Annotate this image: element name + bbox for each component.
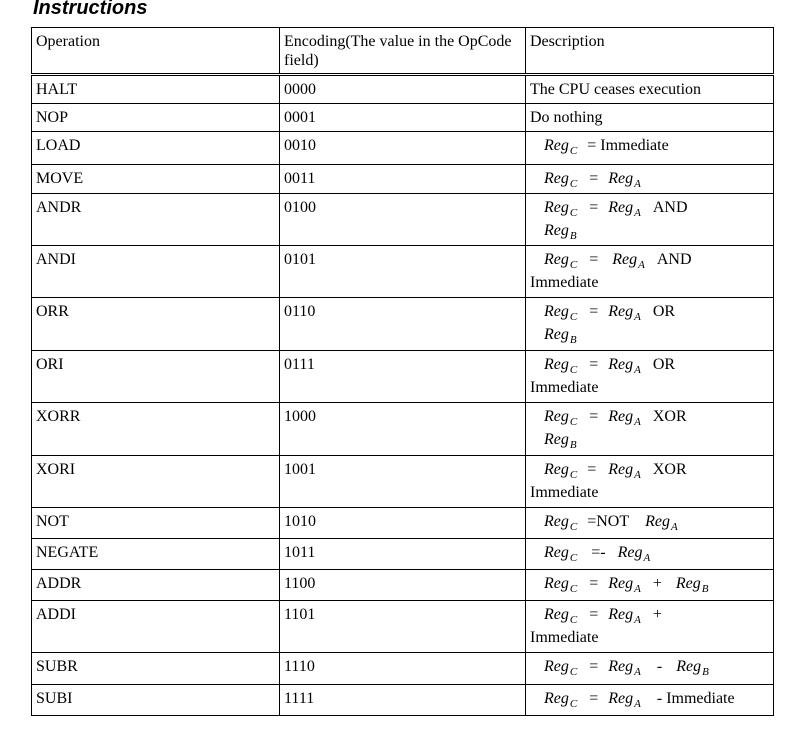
code-cell: 1100 bbox=[280, 570, 526, 601]
table-row bbox=[32, 508, 774, 539]
desc-cell: The CPU ceases execution bbox=[526, 75, 774, 104]
op-cell: LOAD bbox=[32, 132, 280, 165]
table-row bbox=[32, 132, 774, 165]
code-cell: 1101 bbox=[280, 601, 526, 653]
code-cell: 0010 bbox=[280, 132, 526, 165]
op-cell: ORI bbox=[32, 351, 280, 403]
table-row bbox=[32, 539, 774, 570]
table-row bbox=[32, 104, 774, 132]
desc-cell: Do nothing bbox=[526, 104, 774, 132]
code-cell: 0011 bbox=[280, 165, 526, 194]
desc-cell: Reg$_C$ = Reg$_A$ XOR Reg$_B$ bbox=[526, 403, 774, 456]
desc-cell: Reg$_C$ =- Reg$_A$ bbox=[526, 539, 774, 570]
header-description: Description bbox=[526, 28, 774, 75]
desc-cell: Reg$_C$ = Immediate bbox=[526, 132, 774, 165]
table-row bbox=[32, 75, 774, 104]
section-title: Instructions bbox=[33, 0, 148, 19]
table-row bbox=[32, 194, 774, 246]
op-cell: ADDR bbox=[32, 570, 280, 601]
table-row bbox=[32, 601, 774, 653]
desc-cell: Reg$_C$ = Reg$_A$ - Reg$_B$ bbox=[526, 653, 774, 685]
op-cell: MOVE bbox=[32, 165, 280, 194]
code-cell: 0100 bbox=[280, 194, 526, 246]
op-cell: ANDI bbox=[32, 246, 280, 298]
desc-cell: Reg$_C$ = Reg$_A$ AND Reg$_B$ bbox=[526, 194, 774, 246]
table-row bbox=[32, 351, 774, 403]
table-row bbox=[32, 653, 774, 685]
code-cell: 1110 bbox=[280, 653, 526, 685]
table-row bbox=[32, 165, 774, 194]
desc-cell: Reg$_C$ = Reg$_A$ OR Reg$_B$ bbox=[526, 298, 774, 351]
code-cell: 1111 bbox=[280, 685, 526, 716]
instructions-table bbox=[31, 27, 774, 716]
code-cell: 1001 bbox=[280, 456, 526, 508]
op-cell: XORI bbox=[32, 456, 280, 508]
op-cell: ANDR bbox=[32, 194, 280, 246]
desc-cell: Reg$_C$ = Reg$_A$ bbox=[526, 165, 774, 194]
desc-cell: Reg$_C$ = Reg$_A$ + Immediate bbox=[526, 601, 774, 653]
op-cell: NOT bbox=[32, 508, 280, 539]
desc-cell: Reg$_C$ = Reg$_A$ AND Immediate bbox=[526, 246, 774, 298]
table-row bbox=[32, 403, 774, 456]
header-operation: Operation bbox=[32, 28, 280, 75]
op-cell: NOP bbox=[32, 104, 280, 132]
op-cell: SUBR bbox=[32, 653, 280, 685]
code-cell: 0110 bbox=[280, 298, 526, 351]
desc-cell: Reg$_C$ = Reg$_A$ - Immediate bbox=[526, 685, 774, 716]
code-cell: 1000 bbox=[280, 403, 526, 456]
op-cell: NEGATE bbox=[32, 539, 280, 570]
op-cell: ORR bbox=[32, 298, 280, 351]
table-header-row bbox=[32, 28, 774, 75]
code-cell: 0111 bbox=[280, 351, 526, 403]
code-cell: 0000 bbox=[280, 75, 526, 104]
op-cell: SUBI bbox=[32, 685, 280, 716]
desc-cell: Reg$_C$ = Reg$_A$ + Reg$_B$ bbox=[526, 570, 774, 601]
code-cell: 0001 bbox=[280, 104, 526, 132]
op-cell: XORR bbox=[32, 403, 280, 456]
desc-cell: Reg$_C$ =NOT Reg$_A$ bbox=[526, 508, 774, 539]
table-row bbox=[32, 298, 774, 351]
table-row bbox=[32, 570, 774, 601]
code-cell: 1010 bbox=[280, 508, 526, 539]
op-cell: ADDI bbox=[32, 601, 280, 653]
header-encoding: Encoding(The value in the OpCode field) bbox=[280, 28, 526, 75]
code-cell: 1011 bbox=[280, 539, 526, 570]
desc-cell: Reg$_C$ = Reg$_A$ OR Immediate bbox=[526, 351, 774, 403]
table-row bbox=[32, 685, 774, 716]
desc-cell: Reg$_C$ = Reg$_A$ XOR Immediate bbox=[526, 456, 774, 508]
table-row bbox=[32, 246, 774, 298]
code-cell: 0101 bbox=[280, 246, 526, 298]
op-cell: HALT bbox=[32, 75, 280, 104]
table-row bbox=[32, 456, 774, 508]
